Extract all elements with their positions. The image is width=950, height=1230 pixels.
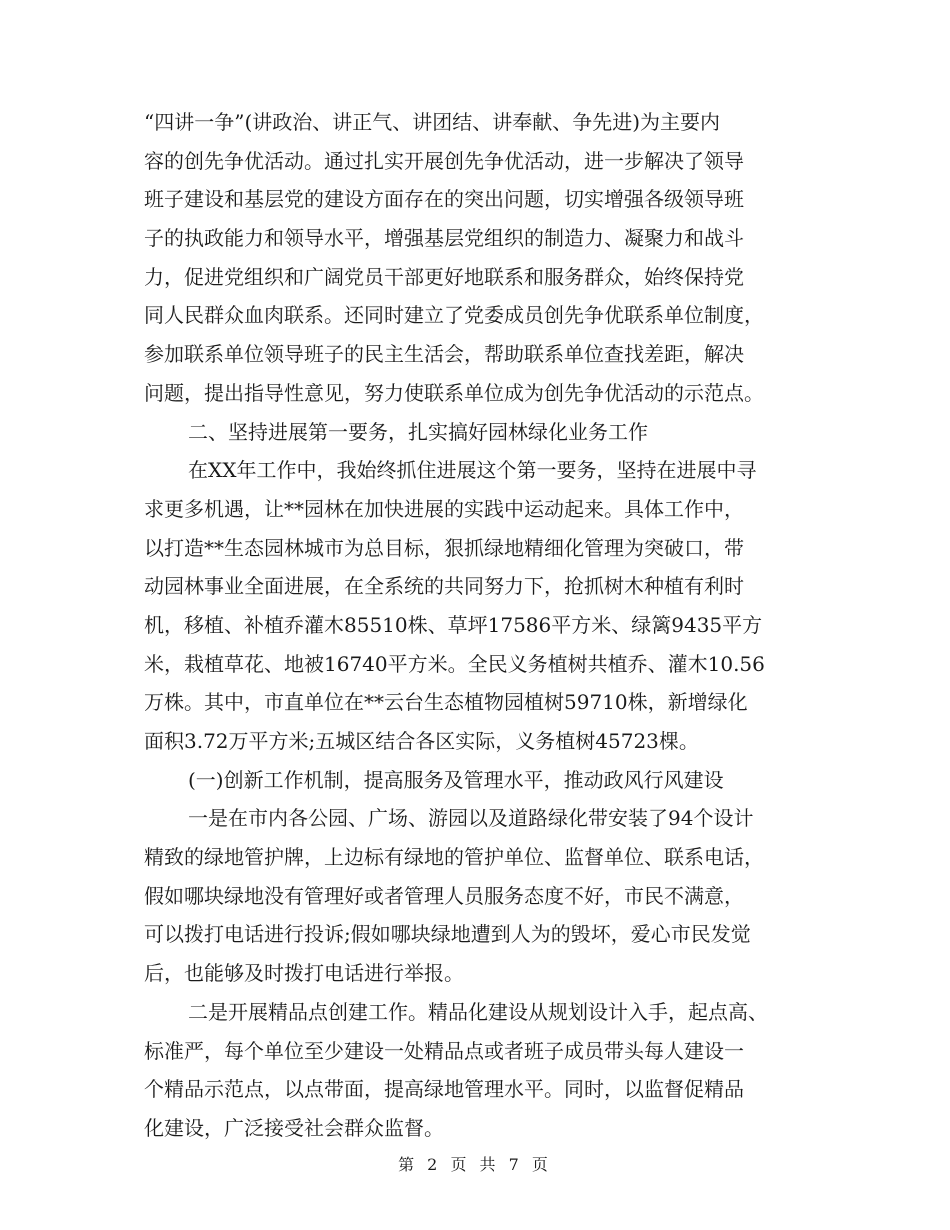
text-line: 化建设，广泛接受社会群众监督。: [144, 1115, 444, 1140]
text-line: 精致的绿地管护牌，上边标有绿地的管护单位、监督单位、联系电话，: [144, 845, 764, 870]
body-text: [144, 103, 812, 1148]
text-line: 机，移植、补植乔灌木85510株、草坪17586平方米、绿篱9435平方: [144, 612, 763, 637]
text-line: 可以拨打电话进行投诉;假如哪块绿地遭到人为的毁坏，爱心市民发觉: [144, 922, 751, 947]
page-number-footer: 第 2 页 共 7 页: [398, 1155, 552, 1174]
text-line: 力，促进党组织和广阔党员干部更好地联系和服务群众，始终保持党: [144, 264, 744, 289]
text-line: 二是开展精品点创建工作。精品化建设从规划设计入手，起点高、: [188, 999, 768, 1024]
text-line: “四讲一争”(讲政治、讲正气、讲团结、讲奉献、争先进)为主要内: [144, 110, 721, 134]
text-line: 假如哪块绿地没有管理好或者管理人员服务态度不好，市民不满意，: [144, 883, 744, 908]
text-line: 求更多机遇，让**园林在加快进展的实践中运动起来。具体工作中，: [144, 496, 744, 521]
subsection-heading: (一)创新工作机制，提高服务及管理水平，推动政风行风建设: [188, 767, 724, 792]
text-line: 班子建设和基层党的建设方面存在的突出问题，切实增强各级领导班: [144, 187, 744, 212]
text-line: 面积3.72万平方米;五城区结合各区实际，义务植树45723棵。: [144, 729, 699, 753]
text-line: 以打造**生态园林城市为总目标，狠抓绿地精细化管理为突破口，带: [144, 535, 744, 560]
text-line: 米，栽植草花、地被16740平方米。全民义务植树共植乔、灌木10.56: [144, 651, 765, 676]
text-line: 一是在市内各公园、广场、游园以及道路绿化带安装了94个设计: [188, 806, 754, 831]
text-line: 同人民群众血肉联系。还同时建立了党委成员创先争优联系单位制度，: [144, 303, 764, 328]
text-line: 后，也能够及时拨打电话进行举报。: [144, 961, 464, 986]
text-line: 标准严，每个单位至少建设一处精品点或者班子成员带头每人建设一: [144, 1038, 744, 1063]
text-line: 参加联系单位领导班子的民主生活会，帮助联系单位查找差距，解决: [144, 342, 744, 367]
text-line: 在XX年工作中，我始终抓住进展这个第一要务，坚持在进展中寻: [188, 458, 757, 483]
text-line: 问题，提出指导性意见，努力使联系单位成为创先争优活动的示范点。: [144, 380, 764, 405]
text-line: 容的创先争优活动。通过扎实开展创先争优活动，进一步解决了领导: [144, 148, 744, 173]
text-line: 子的执政能力和领导水平，增强基层党组织的制造力、凝聚力和战斗: [144, 226, 744, 251]
text-line: 万株。其中，市直单位在**云台生态植物园植树59710株，新增绿化: [144, 690, 748, 715]
text-line: 个精品示范点，以点带面，提高绿地管理水平。同时，以监督促精品: [144, 1077, 744, 1102]
section-heading: 二、坚持进展第一要务，扎实搞好园林绿化业务工作: [188, 419, 648, 444]
text-line: 动园林事业全面进展，在全系统的共同努力下，抢抓树木种植有利时: [144, 574, 744, 599]
